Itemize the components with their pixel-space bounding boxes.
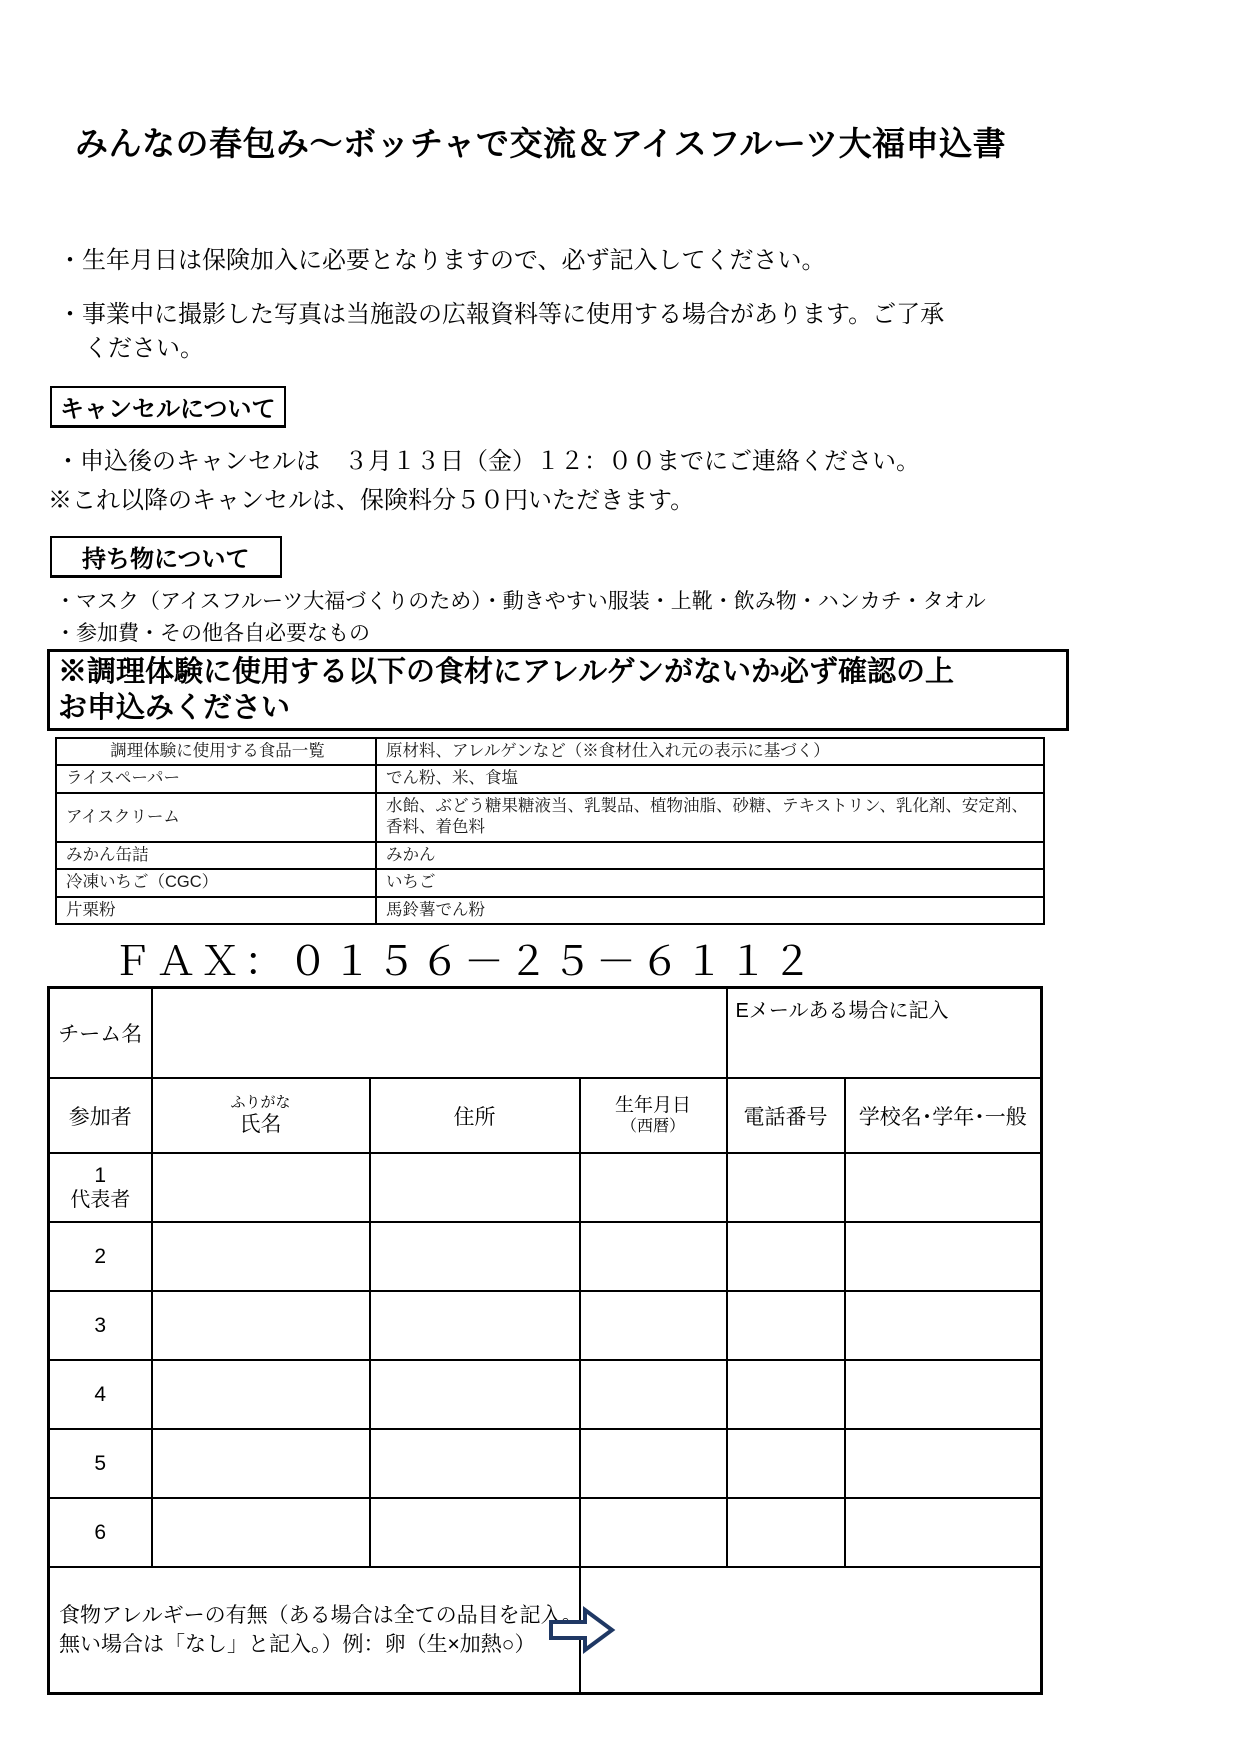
furigana-label: ふりがな bbox=[230, 1093, 291, 1111]
form-blank-cell[interactable] bbox=[152, 1498, 370, 1567]
form-blank-cell[interactable] bbox=[727, 1153, 845, 1222]
form-blank-cell[interactable] bbox=[845, 1498, 1042, 1567]
table-row bbox=[56, 869, 1044, 896]
allergen-warning-line1: ※調理体験に使用する以下の食材にアレルゲンがないか必ず確認の上 bbox=[58, 656, 954, 688]
form-blank-cell[interactable] bbox=[580, 1498, 727, 1567]
form-blank-cell[interactable] bbox=[727, 1360, 845, 1429]
form-blank-cell[interactable] bbox=[370, 1291, 580, 1360]
ingredient-name: 冷凍いちご（CGC） bbox=[56, 869, 376, 896]
form-blank-cell[interactable] bbox=[727, 1498, 845, 1567]
table-row bbox=[56, 897, 1044, 924]
table-row bbox=[56, 842, 1044, 869]
participant-header: 参加者 bbox=[49, 1078, 152, 1153]
participant-row-5 bbox=[49, 1429, 1042, 1498]
form-blank-cell[interactable] bbox=[580, 1222, 727, 1291]
form-blank-cell[interactable] bbox=[845, 1222, 1042, 1291]
row-number: 5 bbox=[94, 1451, 107, 1475]
page-title: みんなの春包み～ボッチャで交流＆アイスフルーツ大福申込書 bbox=[75, 125, 1007, 162]
cancel-deadline-text: ・申込後のキャンセルは ３月１３日（金）１２：００までにご連絡ください。 bbox=[56, 448, 920, 475]
table-row bbox=[56, 793, 1044, 842]
form-blank-cell[interactable] bbox=[370, 1360, 580, 1429]
right-arrow-shape bbox=[551, 1610, 612, 1650]
form-blank-cell[interactable] bbox=[152, 1222, 370, 1291]
belongings-section-heading: 持ち物について bbox=[50, 536, 282, 578]
right-arrow-icon bbox=[548, 1605, 616, 1655]
ingredients-header-row bbox=[56, 738, 1044, 765]
ingredients-header-food: 調理体験に使用する食品一覧 bbox=[56, 738, 376, 765]
form-header-row bbox=[49, 1078, 1042, 1153]
phone-header: 電話番号 bbox=[727, 1078, 845, 1153]
row-number: 3 bbox=[94, 1313, 107, 1337]
form-blank-cell[interactable] bbox=[727, 1429, 845, 1498]
form-blank-cell[interactable] bbox=[845, 1360, 1042, 1429]
ingredient-name: ライスペーパー bbox=[56, 765, 376, 792]
row-number: 6 bbox=[94, 1520, 107, 1544]
form-blank-cell[interactable] bbox=[152, 1360, 370, 1429]
form-blank-cell[interactable] bbox=[727, 1291, 845, 1360]
team-name-field[interactable] bbox=[152, 988, 727, 1079]
birthdate-label: 生年月日 bbox=[615, 1095, 692, 1116]
row-number: 1 bbox=[94, 1163, 107, 1187]
ingredient-materials: いちご bbox=[376, 869, 1044, 896]
allergy-row bbox=[49, 1567, 1042, 1694]
participant-row-6 bbox=[49, 1498, 1042, 1567]
participant-4-label bbox=[49, 1360, 152, 1429]
team-row bbox=[49, 988, 1042, 1079]
allergen-warning-line2: お申込みください bbox=[58, 692, 291, 724]
participant-row-3 bbox=[49, 1291, 1042, 1360]
fax-number: ＦＡＸ：０１５６－２５－６１１２ bbox=[112, 940, 816, 984]
note-photo-line1: ・事業中に撮影した写真は当施設の広報資料等に使用する場合があります。ご了承 bbox=[58, 301, 945, 328]
ingredient-materials: みかん bbox=[376, 842, 1044, 869]
form-blank-cell[interactable] bbox=[370, 1153, 580, 1222]
ingredient-materials: でん粉、米、食塩 bbox=[376, 765, 1044, 792]
form-blank-cell[interactable] bbox=[845, 1429, 1042, 1498]
representative-label: 代表者 bbox=[70, 1188, 131, 1211]
row-number: 4 bbox=[94, 1382, 107, 1406]
form-blank-cell[interactable] bbox=[370, 1498, 580, 1567]
form-blank-cell[interactable] bbox=[580, 1291, 727, 1360]
birthdate-calendar-label: （西暦） bbox=[621, 1118, 686, 1135]
participant-row-4 bbox=[49, 1360, 1042, 1429]
allergy-instruction-line1: 食物アレルギーの有無（ある場合は全ての品目を記入。 bbox=[59, 1604, 583, 1627]
participant-2-label bbox=[49, 1222, 152, 1291]
table-row bbox=[56, 765, 1044, 792]
form-blank-cell[interactable] bbox=[152, 1429, 370, 1498]
allergy-instruction-line2: 無い場合は「なし」と記入。）例：卵（生×加熱○） bbox=[59, 1633, 536, 1656]
form-blank-cell[interactable] bbox=[370, 1429, 580, 1498]
belongings-list-line2: ・参加費・その他各自必要なもの bbox=[55, 622, 370, 645]
ingredient-name: みかん缶詰 bbox=[56, 842, 376, 869]
participant-3-label bbox=[49, 1291, 152, 1360]
participant-6-label bbox=[49, 1498, 152, 1567]
allergen-warning-box bbox=[47, 649, 1069, 731]
team-name-label: チーム名 bbox=[49, 988, 152, 1079]
form-blank-cell[interactable] bbox=[580, 1153, 727, 1222]
note-photo-line2: ください。 bbox=[84, 335, 204, 362]
form-blank-cell[interactable] bbox=[580, 1360, 727, 1429]
school-header: 学校名･学年･一般 bbox=[845, 1078, 1042, 1153]
form-blank-cell[interactable] bbox=[845, 1153, 1042, 1222]
ingredient-materials: 水飴、ぶどう糖果糖液当、乳製品、植物油脂、砂糖、テキストリン、乳化剤、安定剤、香料、着色料 bbox=[376, 793, 1044, 842]
ingredient-materials: 馬鈴薯でん粉 bbox=[376, 897, 1044, 924]
note-photo bbox=[58, 298, 1108, 366]
ingredients-header-materials: 原材料、アレルゲンなど（※食材仕入れ元の表示に基づく） bbox=[376, 738, 1044, 765]
participant-row-1 bbox=[49, 1153, 1042, 1222]
participant-1-label bbox=[49, 1153, 152, 1222]
name-header bbox=[152, 1078, 370, 1153]
allergy-instruction bbox=[49, 1567, 583, 1694]
form-blank-cell[interactable] bbox=[370, 1222, 580, 1291]
cancel-section-heading: キャンセルについて bbox=[50, 386, 286, 428]
participant-5-label bbox=[49, 1429, 152, 1498]
cancel-fee-text: ※これ以降のキャンセルは、保険料分５０円いただきます。 bbox=[48, 487, 695, 514]
ingredients-table bbox=[55, 737, 1045, 925]
ingredient-name: アイスクリーム bbox=[56, 793, 376, 842]
form-blank-cell[interactable] bbox=[152, 1153, 370, 1222]
table-bottom-double-rule bbox=[47, 1692, 1040, 1694]
birthdate-header bbox=[580, 1078, 727, 1153]
email-field[interactable]: Eメールある場合に記入 bbox=[727, 988, 1042, 1079]
entry-form-table bbox=[47, 986, 1043, 1695]
form-blank-cell[interactable] bbox=[152, 1291, 370, 1360]
name-label: 氏名 bbox=[239, 1112, 282, 1136]
participant-row-2 bbox=[49, 1222, 1042, 1291]
note-birthdate: ・生年月日は保険加入に必要となりますので、必ず記入してください。 bbox=[58, 247, 826, 274]
form-blank-cell[interactable] bbox=[845, 1291, 1042, 1360]
form-blank-cell[interactable] bbox=[580, 1429, 727, 1498]
ingredient-name: 片栗粉 bbox=[56, 897, 376, 924]
allergy-answer-field[interactable] bbox=[580, 1567, 1042, 1694]
address-header: 住所 bbox=[370, 1078, 580, 1153]
form-blank-cell[interactable] bbox=[727, 1222, 845, 1291]
belongings-list-line1: ・マスク（アイスフルーツ大福づくりのため）・動きやすい服装・上靴・飲み物・ハンカチ・タオル bbox=[55, 590, 986, 613]
row-number: 2 bbox=[94, 1244, 107, 1268]
